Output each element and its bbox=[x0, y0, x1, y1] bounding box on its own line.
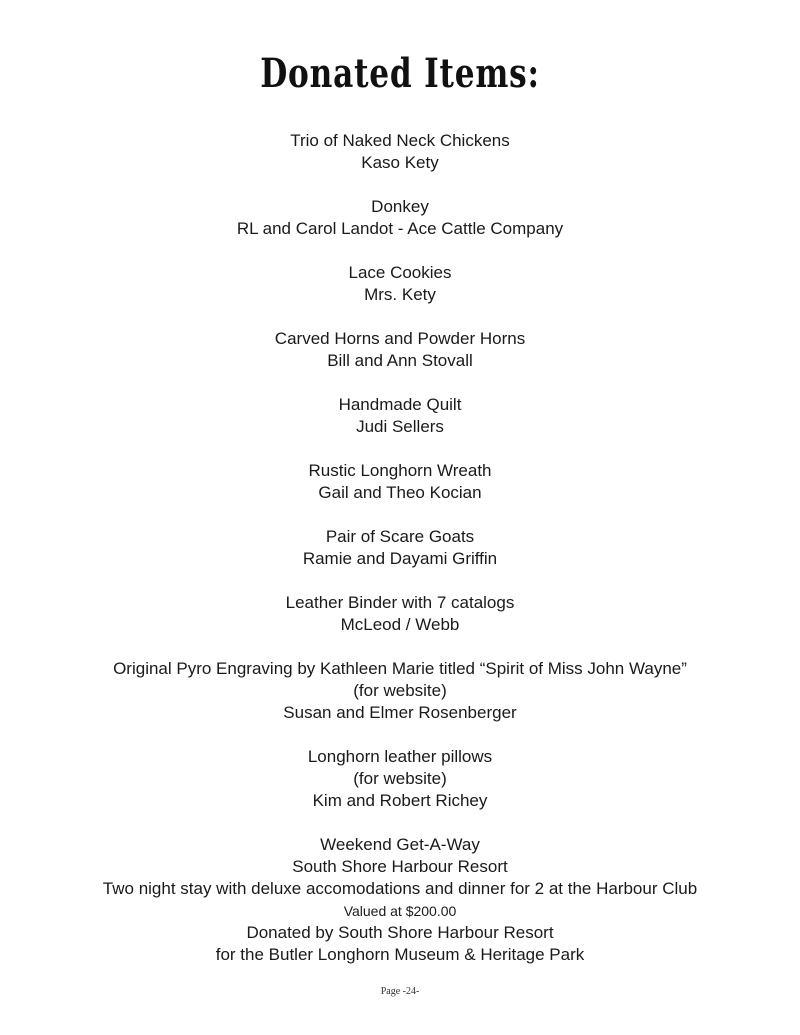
item-note: (for website) bbox=[353, 681, 447, 700]
item-name: Weekend Get-A-Way bbox=[320, 835, 480, 854]
item-value: Valued at $200.00 bbox=[343, 903, 457, 919]
item-donor: Kaso Kety bbox=[361, 153, 439, 172]
spacer bbox=[0, 724, 800, 746]
item-name: Original Pyro Engraving by Kathleen Marie titled “Spirit of Miss John Wayne” bbox=[113, 659, 687, 678]
spacer bbox=[0, 438, 800, 460]
spacer bbox=[0, 372, 800, 394]
item-donor: Donated by South Shore Harbour Resort bbox=[246, 923, 554, 942]
item-donor: Judi Sellers bbox=[356, 417, 444, 436]
item-name: Rustic Longhorn Wreath bbox=[308, 461, 492, 480]
item-name: Trio of Naked Neck Chickens bbox=[290, 131, 510, 150]
item-name: Pair of Scare Goats bbox=[325, 527, 475, 546]
item-donor: Mrs. Kety bbox=[364, 285, 436, 304]
page-number: Page -24- bbox=[380, 986, 420, 997]
item-name: Carved Horns and Powder Horns bbox=[274, 329, 526, 348]
item-name: Donkey bbox=[371, 197, 429, 216]
donated-items-list bbox=[0, 130, 800, 966]
spacer bbox=[0, 240, 800, 262]
item-name: Lace Cookies bbox=[348, 263, 452, 282]
item-donor: Bill and Ann Stovall bbox=[327, 351, 473, 370]
item-provider: South Shore Harbour Resort bbox=[292, 857, 508, 876]
item-donor: Susan and Elmer Rosenberger bbox=[283, 703, 517, 722]
item-donor: Kim and Robert Richey bbox=[312, 791, 488, 810]
item-donor: RL and Carol Landot - Ace Cattle Company bbox=[236, 219, 564, 238]
item-name: Longhorn leather pillows bbox=[307, 747, 493, 766]
item-note: (for website) bbox=[353, 769, 447, 788]
spacer bbox=[0, 636, 800, 658]
spacer bbox=[0, 174, 800, 196]
spacer bbox=[0, 504, 800, 526]
item-description: Two night stay with deluxe accomodations and dinner for 2 at the Harbour Club bbox=[102, 879, 698, 898]
page-title: Donated Items: bbox=[260, 50, 540, 97]
item-donor: Ramie and Dayami Griffin bbox=[302, 549, 498, 568]
item-name: Leather Binder with 7 catalogs bbox=[285, 593, 515, 612]
spacer bbox=[0, 570, 800, 592]
spacer bbox=[0, 812, 800, 834]
spacer bbox=[0, 306, 800, 328]
item-name: Handmade Quilt bbox=[338, 395, 462, 414]
item-donor: Gail and Theo Kocian bbox=[318, 483, 482, 502]
item-donor: McLeod / Webb bbox=[340, 615, 460, 634]
item-beneficiary: for the Butler Longhorn Museum & Heritage Park bbox=[215, 945, 585, 964]
